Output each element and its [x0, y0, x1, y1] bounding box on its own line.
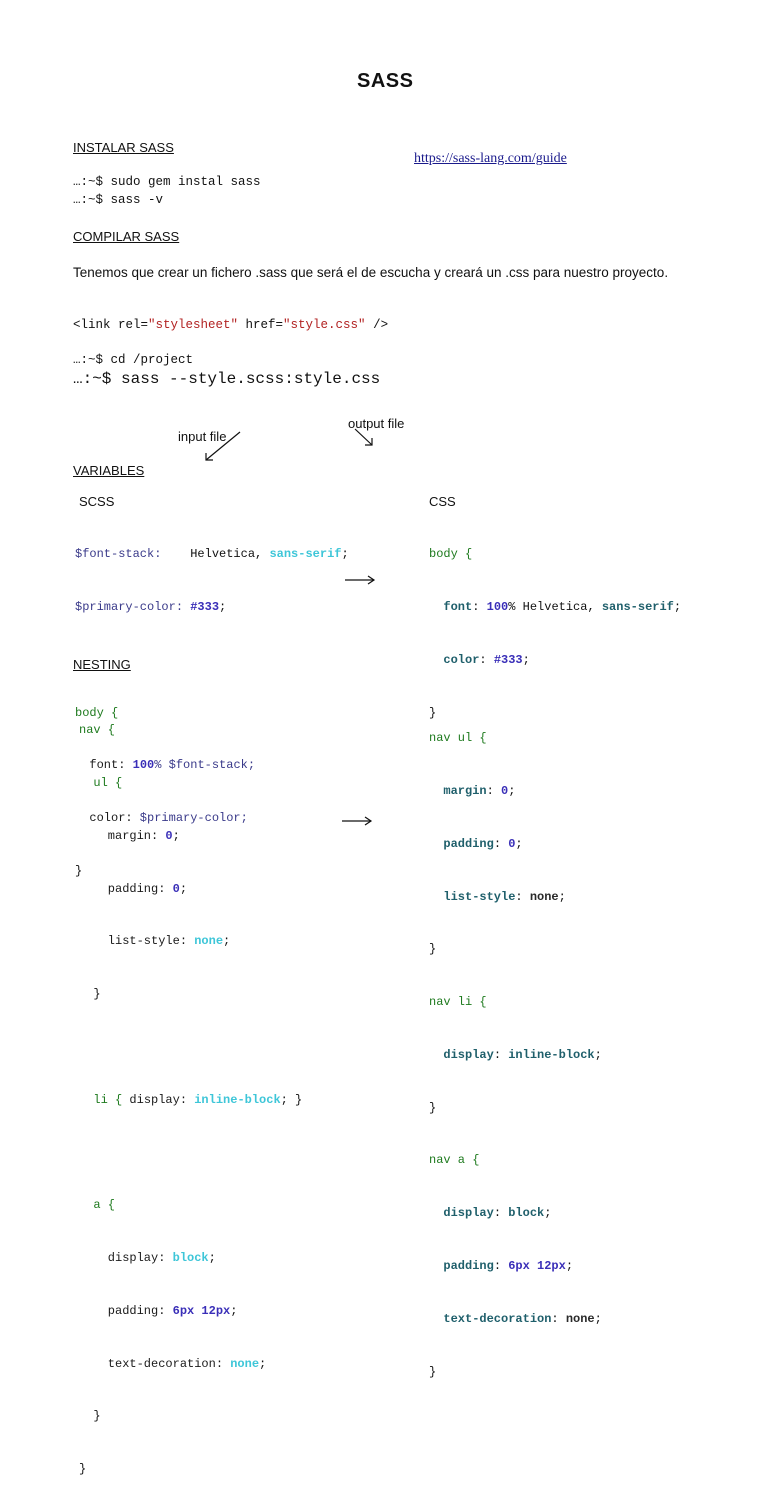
token-punct: ;: [508, 783, 516, 798]
token-punct: :: [486, 783, 502, 798]
token-property: padding:: [79, 1303, 166, 1318]
token-variable: $primary-color:: [75, 599, 184, 614]
code-line-blank: [79, 1144, 302, 1162]
token-keyword: none: [223, 1356, 260, 1371]
token-property: color:: [75, 811, 133, 826]
token-punct: ;: [208, 1251, 216, 1265]
sass-guide-link[interactable]: https://sass-lang.com/guide: [414, 151, 567, 166]
code-line: }: [429, 1100, 437, 1115]
code-line: [79, 933, 302, 951]
link-tag-open: <link rel=: [73, 318, 149, 332]
token-property: padding:: [79, 881, 166, 896]
command-sass-compile: …:~$ sass --style.scss:style.css: [73, 370, 381, 388]
token-punct: :: [551, 1311, 566, 1326]
token-number: 6px 12px: [508, 1259, 566, 1273]
token-property: display:: [129, 1092, 188, 1107]
command-install: …:~$ sudo gem instal sass: [73, 175, 261, 189]
code-line: nav a {: [429, 1153, 480, 1168]
link-tag-rel-value: "stylesheet": [148, 318, 239, 332]
token-keyword: none: [529, 889, 559, 904]
code-line: [429, 1258, 602, 1276]
token-number: 0: [508, 836, 516, 851]
token-punct: :: [493, 1047, 509, 1062]
token-keyword: block: [165, 1251, 209, 1265]
link-tag-href-value: "style.css": [283, 318, 366, 332]
token-punct: ;: [594, 1047, 602, 1062]
code-line: [429, 783, 602, 801]
scss-label: SCSS: [79, 494, 115, 509]
code-line: [429, 652, 681, 670]
code-line: [79, 1303, 302, 1321]
compile-description: Tenemos que crear un fichero .sass que será el de escucha y creará un .css para nuestro proyecto.: [73, 265, 669, 280]
code-line: [429, 599, 681, 617]
token-punct: :: [493, 836, 509, 851]
token-property: list-style:: [79, 934, 188, 949]
code-line: }: [429, 705, 437, 720]
link-tag-href-label: href=: [238, 318, 284, 332]
code-line: }: [79, 987, 101, 1002]
token-punct: ;: [565, 1259, 574, 1273]
token-punct: ;: [522, 652, 530, 667]
command-cd: …:~$ cd /project: [73, 353, 194, 367]
section-heading-compile: COMPILAR SASS: [73, 229, 180, 244]
token-number: 0: [501, 783, 509, 798]
command-version: …:~$ sass -v: [73, 193, 164, 207]
token-number: 100: [125, 758, 155, 773]
token-punct: ;: [259, 1356, 267, 1371]
token-property: display:: [79, 1251, 166, 1265]
output-file-label: output file: [348, 416, 405, 431]
nesting-css-code: [429, 695, 602, 1399]
token-punct: ;: [673, 599, 682, 614]
code-line: [429, 1205, 602, 1223]
page-title: SASS: [357, 70, 414, 92]
code-line: [75, 599, 349, 617]
token-punct: ;: [179, 881, 188, 896]
token-keyword: block: [508, 1206, 545, 1221]
code-line: [429, 1311, 602, 1329]
token-property: padding: [429, 1259, 494, 1273]
token-keyword: sans-serif: [601, 599, 674, 614]
token-property: margin:: [79, 828, 159, 843]
section-heading-install: INSTALAR SASS: [73, 140, 174, 155]
arrow-scss-to-css-nesting: [341, 779, 375, 845]
token-number: 100: [486, 599, 509, 614]
token-punct: ;: [594, 1311, 602, 1326]
token-property: display: [429, 1047, 494, 1062]
code-line: body {: [75, 705, 119, 720]
token-property: text-decoration: [429, 1311, 552, 1326]
code-line: [79, 1092, 302, 1110]
token-punct: ;: [172, 828, 180, 843]
token-value: % Helvetica,: [508, 599, 602, 614]
code-line: }: [429, 1364, 437, 1379]
token-property: font: [429, 599, 473, 614]
token-number: 0: [165, 881, 180, 896]
code-line: [429, 889, 602, 907]
link-tag-close: />: [365, 318, 389, 332]
token-punct: :: [479, 652, 494, 667]
token-punct: :: [493, 1259, 509, 1273]
token-punct: :: [515, 889, 530, 904]
code-line: }: [79, 1409, 101, 1424]
link-tag-example: [73, 318, 388, 332]
token-punct: ;: [341, 547, 349, 562]
code-line: [75, 546, 349, 564]
token-property: padding: [429, 836, 494, 851]
token-number: #333: [183, 599, 220, 614]
section-heading-nesting: NESTING: [73, 657, 131, 672]
input-file-label: input file: [178, 429, 227, 444]
token-property: text-decoration:: [79, 1356, 224, 1371]
code-line: [79, 881, 302, 899]
token-keyword: none: [187, 934, 224, 949]
token-punct: ; }: [280, 1092, 303, 1107]
token-selector: li {: [79, 1092, 130, 1107]
token-punct: ;: [219, 599, 227, 614]
token-punct: :: [472, 599, 487, 614]
token-punct: ;: [558, 889, 566, 904]
nesting-scss-code: [79, 687, 302, 1496]
code-line: a {: [79, 1198, 116, 1213]
code-line: [79, 828, 302, 846]
code-line: [79, 1356, 302, 1374]
css-label: CSS: [429, 494, 456, 509]
token-value: Helvetica,: [161, 547, 270, 562]
token-keyword: sans-serif: [269, 547, 342, 562]
token-rest: % $font-stack;: [154, 758, 256, 773]
token-number: #333: [493, 652, 523, 667]
token-punct: ;: [544, 1206, 552, 1221]
token-keyword: inline-block: [187, 1092, 281, 1107]
token-punct: :: [493, 1206, 509, 1221]
code-line: ul {: [79, 775, 123, 790]
token-variable: $primary-color;: [132, 811, 248, 826]
code-line: body {: [429, 547, 473, 562]
arrow-scss-to-css-variables: [344, 538, 378, 604]
token-property: font:: [75, 758, 126, 773]
token-variable: $font-stack:: [75, 547, 162, 562]
code-line: nav li {: [429, 995, 487, 1010]
code-line-blank: [79, 1039, 302, 1057]
token-number: 0: [158, 828, 173, 843]
token-keyword: none: [565, 1311, 595, 1326]
code-line: }: [75, 863, 83, 878]
token-property: list-style: [429, 889, 516, 904]
token-number: 6px 12px: [165, 1303, 231, 1318]
code-line: }: [429, 942, 437, 957]
code-line: [429, 1047, 602, 1065]
token-property: color: [429, 652, 480, 667]
code-line: }: [79, 1462, 87, 1477]
token-property: display: [429, 1206, 494, 1221]
code-line: nav {: [79, 723, 116, 738]
code-line: nav ul {: [429, 731, 487, 746]
section-heading-variables: VARIABLES: [73, 463, 145, 478]
token-property: margin: [429, 783, 487, 798]
token-punct: ;: [230, 1303, 238, 1318]
token-punct: ;: [515, 836, 523, 851]
token-keyword: inline-block: [508, 1047, 595, 1062]
token-punct: ;: [223, 934, 231, 949]
code-line: [79, 1250, 302, 1268]
code-line: [429, 836, 602, 854]
